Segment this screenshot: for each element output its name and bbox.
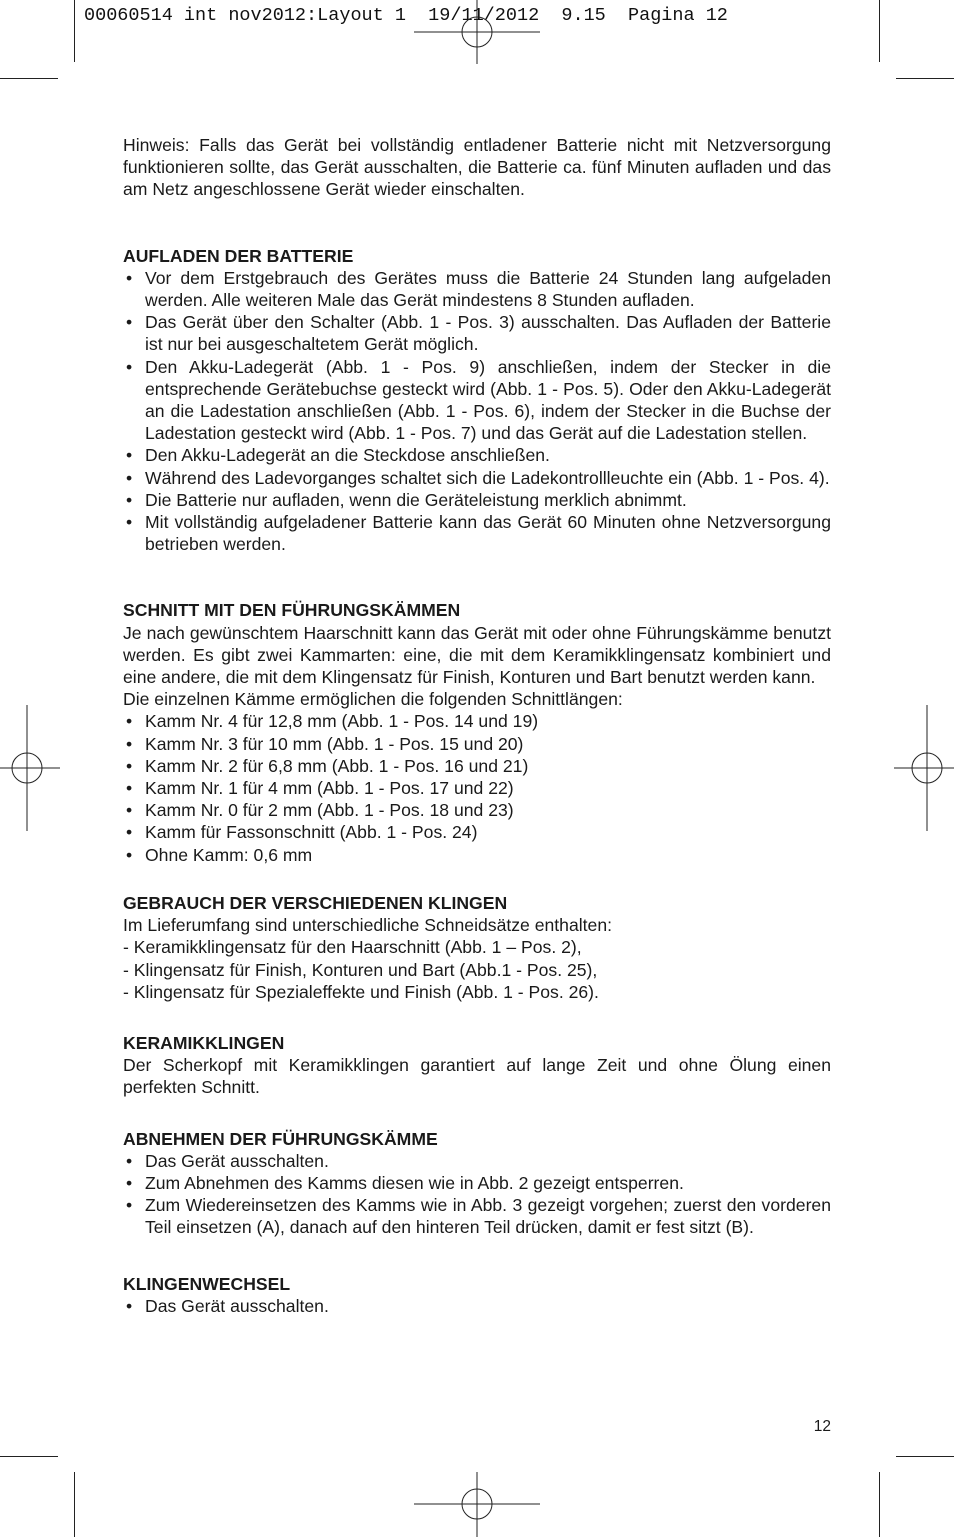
crop-mark [879, 1472, 880, 1537]
list-item: • Vor dem Erstgebrauch des Gerätes muss die Batterie 24 Stunden lang aufgeladen werden. Alle weiteren Male das Gerät mindestens 8 Stunden aufladen. [123, 267, 831, 311]
paragraph: Der Scherkopf mit Keramikklingen garantiert auf lange Zeit und ohne Ölung einen perfekten Schnitt. [123, 1055, 831, 1098]
list-item: - Klingensatz für Spezialeffekte und Finish (Abb. 1 - Pos. 26). [123, 981, 599, 1002]
dash-list [123, 936, 831, 1003]
crop-mark [896, 78, 954, 79]
registration-mark-right [894, 705, 954, 831]
section-combs [123, 599, 831, 865]
list-item: • Das Gerät ausschalten. [123, 1150, 831, 1172]
crop-mark [879, 0, 880, 62]
section-heading: GEBRAUCH DER VERSCHIEDENEN KLINGEN [123, 892, 508, 913]
registration-mark-bottom [414, 1472, 540, 1537]
registration-mark-top [414, 0, 540, 64]
section-ceramic [123, 1032, 831, 1099]
section-blade-change [123, 1273, 831, 1317]
list-item: • Kamm Nr. 4 für 12,8 mm (Abb. 1 - Pos. 14 und 19) [123, 710, 831, 732]
list-item: - Klingensatz für Finish, Konturen und Bart (Abb.1 - Pos. 25), [123, 959, 598, 980]
list-item: • Die Batterie nur aufladen, wenn die Geräteleistung merklich abnimmt. [123, 489, 831, 511]
list-item: • Den Akku-Ladegerät (Abb. 1 - Pos. 9) anschließen, indem der Stecker in die entsprechende Gerätebuchse gesteckt wird (Abb. 1 - Pos. 5). Oder den Akku-Ladegerät an die Ladestation anschließen (Abb. 1 - Pos. 6), indem der Stecker in die Buchse der Ladestation gesteckt wird (Abb. 1 - Pos. 7) und das Gerät auf die Ladestation stellen. [123, 356, 831, 445]
list-item: • Ohne Kamm: 0,6 mm [123, 844, 831, 866]
list-item: • Mit vollständig aufgeladener Batterie kann das Gerät 60 Minuten ohne Netzversorgung betrieben werden. [123, 511, 831, 555]
bullet-list [123, 710, 831, 865]
paragraph: Im Lieferumfang sind unterschiedliche Schneidsätze enthalten: [123, 915, 613, 936]
section-heading: SCHNITT MIT DEN FÜHRUNGSKÄMMEN [123, 600, 461, 621]
paragraph: Die einzelnen Kämme ermöglichen die folgenden Schnittlängen: [123, 689, 623, 710]
list-item: • Das Gerät ausschalten. [123, 1295, 831, 1317]
section-heading: AUFLADEN DER BATTERIE [123, 245, 354, 266]
list-item: • Zum Wiedereinsetzen des Kamms wie in Abb. 3 gezeigt vorgehen; zuerst den vorderen Teil einsetzen (A), danach auf den hinteren Teil drücken, damit er fest sitzt (B). [123, 1194, 831, 1238]
list-item: • Das Gerät über den Schalter (Abb. 1 - Pos. 3) ausschalten. Das Aufladen der Batterie ist nur bei ausgeschaltetem Gerät möglich. [123, 311, 831, 355]
list-item: • Zum Abnehmen des Kamms diesen wie in Abb. 2 gezeigt entsperren. [123, 1172, 831, 1194]
section-remove-combs [123, 1128, 831, 1239]
paragraph: Je nach gewünschtem Haarschnitt kann das Gerät mit oder ohne Führungskämme benutzt werden. Es gibt zwei Kammarten: eine, die mit dem Keramikklingensatz kombiniert und eine andere, die mit dem Klingensatz für Finish, Konturen und Bart benutzt werden kann. [123, 622, 831, 688]
list-item: - Keramikklingensatz für den Haarschnitt (Abb. 1 – Pos. 2), [123, 937, 582, 958]
bullet-list [123, 267, 831, 556]
list-item: • Kamm Nr. 2 für 6,8 mm (Abb. 1 - Pos. 16 und 21) [123, 755, 831, 777]
bullet-list [123, 1295, 831, 1317]
section-heading: KLINGENWECHSEL [123, 1273, 291, 1294]
list-item: • Kamm für Fassonschnitt (Abb. 1 - Pos. 24) [123, 821, 831, 843]
bullet-list [123, 1150, 831, 1239]
crop-mark [896, 1456, 954, 1457]
list-item: • Kamm Nr. 1 für 4 mm (Abb. 1 - Pos. 17 und 22) [123, 777, 831, 799]
section-heading: ABNEHMEN DER FÜHRUNGSKÄMME [123, 1128, 438, 1149]
document-body [123, 134, 831, 1317]
list-item: • Den Akku-Ladegerät an die Steckdose anschließen. [123, 444, 831, 466]
crop-mark [0, 78, 58, 79]
section-heading: KERAMIKKLINGEN [123, 1032, 285, 1053]
registration-mark-left [0, 705, 60, 831]
printer-slug: 00060514 int nov2012:Layout 1 19/11/2012 9.15 Pagina 12 [84, 5, 728, 26]
intro-note: Hinweis: Falls das Gerät bei vollständig entladener Batterie nicht mit Netzversorgung funktionieren sollte, das Gerät ausschalten, die Batterie ca. fünf Minuten aufladen und das am Netz angeschlossene Gerät wieder einschalten. [123, 135, 831, 200]
list-item: • Kamm Nr. 0 für 2 mm (Abb. 1 - Pos. 18 und 23) [123, 799, 831, 821]
list-item: • Kamm Nr. 3 für 10 mm (Abb. 1 - Pos. 15 und 20) [123, 733, 831, 755]
crop-mark [0, 1456, 58, 1457]
section-charging [123, 245, 831, 556]
page-number: 12 [813, 1418, 831, 1435]
section-blades [123, 892, 831, 1003]
crop-mark [74, 1472, 75, 1537]
crop-mark [74, 0, 75, 62]
list-item: • Während des Ladevorganges schaltet sich die Ladekontrollleuchte ein (Abb. 1 - Pos. 4). [123, 467, 831, 489]
